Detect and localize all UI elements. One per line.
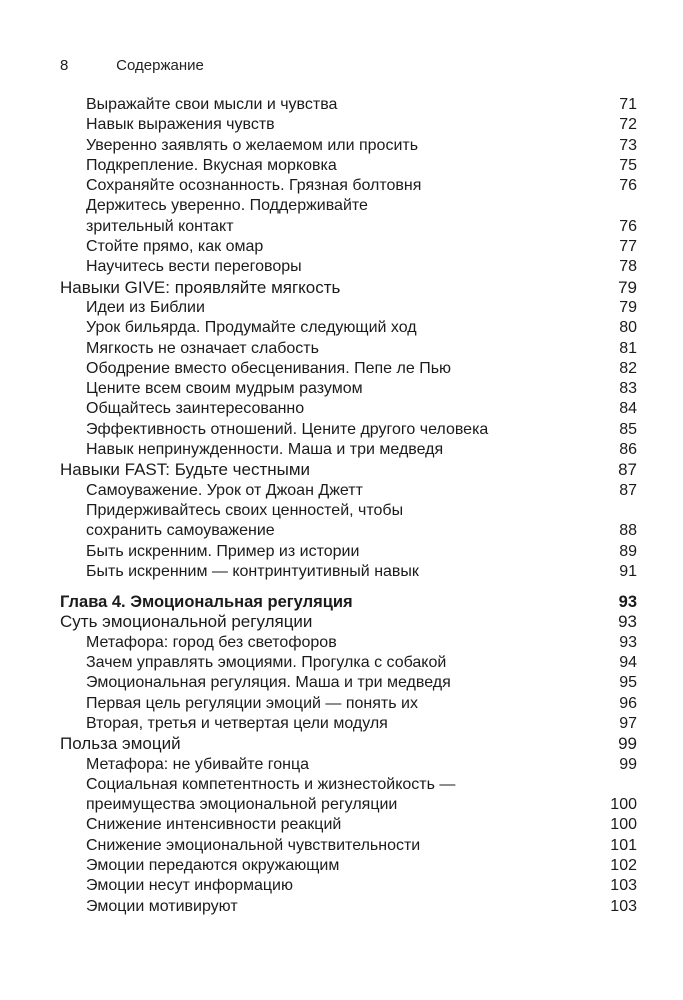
toc-entry-page: 88 — [619, 522, 637, 540]
toc-entry-title: Подкрепление. Вкусная морковка — [86, 156, 337, 174]
running-header — [60, 57, 204, 74]
toc-entry-title: Эффективность отношений. Цените другого человека — [86, 420, 489, 438]
toc-entry-page: 95 — [619, 674, 637, 692]
toc-entry-page: 72 — [619, 116, 637, 134]
toc-entry-page: 87 — [619, 481, 637, 499]
toc-entry-title: Мягкость не означает слабость — [86, 339, 319, 357]
toc-entry[interactable] — [0, 673, 683, 693]
toc-entry[interactable] — [0, 115, 683, 135]
toc-entry-page: 96 — [619, 694, 637, 712]
toc-entry-title: Эмоциональная регуляция. Маша и три медведя — [86, 674, 451, 692]
toc-entry-title: Эмоции мотивируют — [86, 897, 238, 915]
toc-entry[interactable] — [0, 755, 683, 775]
toc-entry-page: 85 — [619, 420, 637, 438]
toc-entry[interactable] — [0, 298, 683, 318]
toc-entry-page: 100 — [610, 816, 637, 834]
table-of-contents — [0, 95, 683, 917]
toc-entry-title: Цените всем своим мудрым разумом — [86, 380, 363, 398]
toc-entry-title: Метафора: не убивайте гонца — [86, 755, 310, 773]
toc-entry-title: Навыки GIVE: проявляйте мягкость — [60, 277, 341, 297]
toc-entry[interactable] — [0, 359, 683, 379]
toc-entry-page: 103 — [610, 897, 637, 915]
toc-entry[interactable] — [0, 379, 683, 399]
toc-entry-page: 93 — [618, 593, 637, 612]
toc-entry-page: 81 — [619, 339, 637, 357]
toc-entry-page: 87 — [618, 460, 637, 480]
page-number: 8 — [60, 57, 69, 74]
toc-entry-page: 73 — [619, 136, 637, 154]
toc-entry-title: Быть искренним. Пример из истории — [86, 542, 360, 560]
toc-entry-page: 84 — [619, 400, 637, 418]
toc-entry-page: 79 — [618, 277, 637, 297]
toc-entry-page: 75 — [619, 156, 637, 174]
toc-entry-page: 79 — [619, 298, 637, 316]
toc-entry-title: Первая цель регуляции эмоций — понять их — [86, 694, 418, 712]
toc-entry-title: Научитесь вести переговоры — [86, 258, 302, 276]
section-title: Содержание — [116, 57, 204, 74]
toc-entry[interactable] — [0, 775, 683, 816]
toc-entry-title: Общайтесь заинтересованно — [86, 400, 305, 418]
toc-entry[interactable] — [0, 176, 683, 196]
toc-entry-title: Метафора: город без светофоров — [86, 633, 337, 651]
toc-entry-page: 94 — [619, 654, 637, 672]
toc-entry-page: 100 — [610, 796, 637, 814]
toc-entry[interactable] — [0, 481, 683, 501]
toc-entry[interactable] — [0, 836, 683, 856]
toc-entry-title: Эмоции передаются окружающим — [86, 856, 340, 874]
toc-entry-title: Навык непринужденности. Маша и три медведя — [86, 441, 444, 459]
toc-entry[interactable] — [0, 237, 683, 257]
toc-entry-title: Эмоции несут информацию — [86, 877, 293, 895]
toc-entry[interactable] — [0, 633, 683, 653]
toc-entry-page: 99 — [618, 734, 637, 754]
toc-entry-page: 80 — [619, 319, 637, 337]
toc-entry-page: 78 — [619, 258, 637, 276]
toc-entry[interactable] — [0, 714, 683, 734]
toc-entry[interactable] — [0, 815, 683, 835]
toc-entry-title: Зачем управлять эмоциями. Прогулка с собакой — [86, 654, 447, 672]
toc-entry[interactable] — [0, 420, 683, 440]
toc-entry-title: Самоуважение. Урок от Джоан Джетт — [86, 481, 363, 499]
toc-entry-page: 89 — [619, 542, 637, 560]
toc-entry-page: 77 — [619, 238, 637, 256]
toc-entry[interactable] — [0, 876, 683, 896]
toc-entry[interactable] — [0, 501, 683, 542]
toc-entry-title: Держитесь уверенно. Поддерживайте зрительный контакт — [86, 197, 368, 235]
toc-entry[interactable] — [0, 653, 683, 673]
toc-section[interactable] — [0, 612, 683, 632]
toc-entry-title: Выражайте свои мысли и чувства — [86, 96, 338, 113]
toc-entry[interactable] — [0, 440, 683, 460]
toc-entry[interactable] — [0, 257, 683, 277]
toc-entry[interactable] — [0, 562, 683, 582]
toc-entry-page: 82 — [619, 359, 637, 377]
toc-entry-page: 102 — [610, 856, 637, 874]
toc-entry-title: Социальная компетентность и жизнестойкость — преимущества эмоциональной регуляции — [86, 775, 456, 814]
toc-entry[interactable] — [0, 136, 683, 156]
toc-entry-page: 76 — [619, 177, 637, 195]
toc-entry-page: 99 — [619, 755, 637, 773]
toc-entry[interactable] — [0, 399, 683, 419]
toc-entry-page: 101 — [610, 836, 637, 854]
toc-entry-page: 103 — [610, 877, 637, 895]
toc-entry-page: 93 — [618, 612, 637, 632]
toc-entry-title: Быть искренним — контринтуитивный навык — [86, 562, 419, 580]
toc-entry-title: Снижение интенсивности реакций — [86, 816, 342, 834]
toc-entry-page: 93 — [619, 633, 637, 651]
toc-entry-title: Глава 4. Эмоциональная регуляция — [60, 593, 353, 612]
toc-entry-title: Идеи из Библии — [86, 298, 205, 316]
toc-entry[interactable] — [0, 897, 683, 917]
toc-entry-title: Снижение эмоциональной чувствительности — [86, 836, 421, 854]
toc-entry[interactable] — [0, 856, 683, 876]
toc-entry-title: Польза эмоций — [60, 734, 181, 754]
toc-entry-title: Ободрение вместо обесценивания. Пепе ле Пью — [86, 359, 452, 377]
toc-entry-title: Придерживайтесь своих ценностей, чтобы сохранить самоуважение — [86, 501, 404, 540]
toc-entry-title: Суть эмоциональной регуляции — [60, 612, 313, 632]
toc-entry-page: 71 — [619, 96, 637, 113]
toc-entry-page: 83 — [619, 380, 637, 398]
toc-entry[interactable] — [0, 156, 683, 176]
toc-section[interactable] — [0, 734, 683, 754]
toc-entry[interactable] — [0, 542, 683, 562]
toc-chapter[interactable] — [0, 592, 683, 612]
toc-entry-page: 76 — [619, 217, 637, 235]
toc-entry-title: Урок бильярда. Продумайте следующий ход — [86, 319, 417, 337]
toc-entry-title: Вторая, третья и четвертая цели модуля — [86, 714, 388, 732]
toc-entry[interactable] — [0, 694, 683, 714]
toc-entry-title: Навык выражения чувств — [86, 116, 275, 134]
toc-entry-page: 91 — [619, 562, 637, 580]
toc-entry-title: Уверенно заявлять о желаемом или просить — [86, 136, 419, 154]
toc-entry[interactable] — [0, 339, 683, 359]
toc-section[interactable] — [0, 278, 683, 298]
toc-entry[interactable] — [0, 95, 683, 115]
toc-entry[interactable] — [0, 196, 683, 237]
toc-entry-title: Навыки FAST: Будьте честными — [60, 460, 311, 480]
toc-entry-title: Стойте прямо, как омар — [86, 238, 264, 256]
toc-entry-title: Сохраняйте осознанность. Грязная болтовня — [86, 177, 422, 195]
toc-entry-page: 97 — [619, 714, 637, 732]
toc-entry[interactable] — [0, 318, 683, 338]
toc-entry-page: 86 — [619, 441, 637, 459]
toc-section[interactable] — [0, 460, 683, 480]
